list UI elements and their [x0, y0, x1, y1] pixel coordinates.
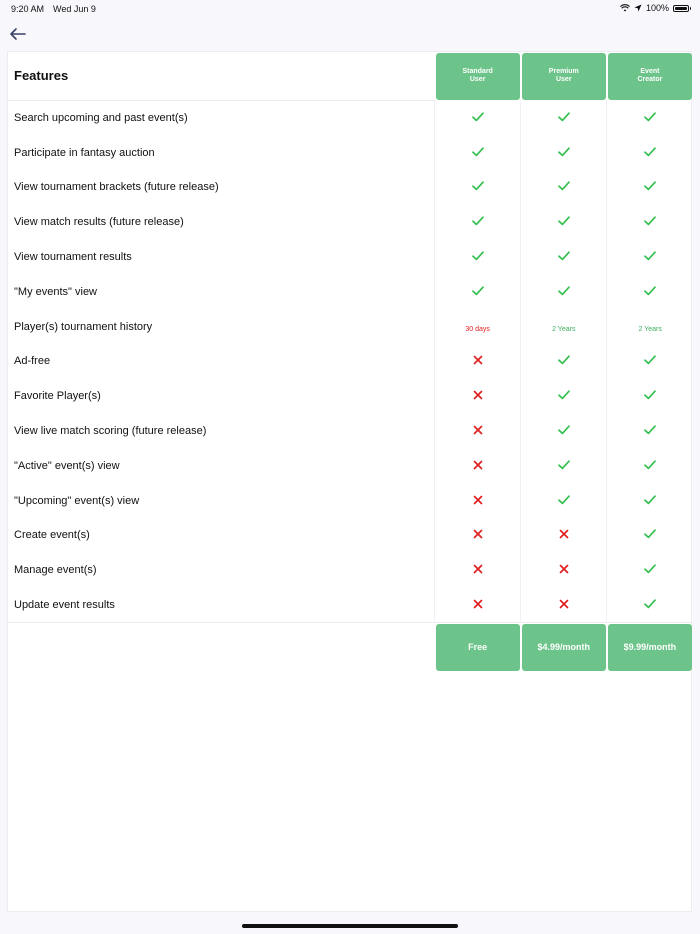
checkmark-icon [435, 170, 521, 205]
checkmark-icon [521, 240, 607, 275]
checkmark-icon [607, 240, 693, 275]
price-cell-standard [435, 623, 521, 672]
checkmark-icon [607, 379, 693, 414]
cross-icon [521, 588, 607, 623]
plan-name-line1: Standard [462, 67, 493, 75]
history-duration-text: 2 Years [552, 325, 576, 333]
checkmark-icon [521, 100, 607, 135]
location-arrow-icon [634, 4, 642, 12]
history-duration [435, 309, 521, 344]
feature-label: Search upcoming and past event(s) [14, 111, 188, 124]
price-button-free[interactable]: Free [436, 624, 520, 671]
features-body [8, 100, 693, 623]
table-row [8, 518, 693, 553]
checkmark-icon [521, 448, 607, 483]
plan-name-line1: Event [640, 67, 660, 75]
checkmark-icon [607, 553, 693, 588]
cross-icon [435, 483, 521, 518]
cross-icon [521, 518, 607, 553]
checkmark-icon [607, 100, 693, 135]
checkmark-icon [607, 483, 693, 518]
plan-header-premium [521, 52, 607, 100]
table-row [8, 448, 693, 483]
table-row [8, 170, 693, 205]
checkmark-icon [607, 518, 693, 553]
table-row [8, 414, 693, 449]
feature-label: Player(s) tournament history [14, 320, 153, 333]
feature-label: "Upcoming" event(s) view [14, 494, 140, 507]
checkmark-icon [521, 274, 607, 309]
checkmark-icon [521, 170, 607, 205]
checkmark-icon [435, 135, 521, 170]
table-header-row [8, 52, 693, 100]
price-button-event-creator[interactable]: $9.99/month [608, 624, 692, 671]
table-row [8, 135, 693, 170]
price-cell-premium [521, 623, 607, 672]
feature-label: "Active" event(s) view [14, 459, 120, 472]
price-cell-event-creator [607, 623, 693, 672]
checkmark-icon [607, 205, 693, 240]
price-row [8, 623, 693, 672]
feature-label: Create event(s) [14, 529, 90, 542]
arrow-left-icon [8, 24, 28, 44]
history-duration [607, 309, 693, 344]
checkmark-icon [607, 274, 693, 309]
status-time: 9:20 AM [11, 4, 45, 14]
battery-percent: 100% [645, 3, 669, 13]
table-row [8, 309, 693, 344]
feature-label: Ad-free [14, 355, 51, 368]
plan-header-event-creator [607, 52, 693, 100]
table-row [8, 553, 693, 588]
feature-label: View match results (future release) [14, 216, 184, 229]
checkmark-icon [521, 379, 607, 414]
battery-icon [673, 5, 689, 12]
price-row-spacer [8, 623, 435, 672]
features-heading: Features [8, 52, 435, 100]
cross-icon [435, 588, 521, 623]
table-row [8, 344, 693, 379]
cross-icon [435, 518, 521, 553]
checkmark-icon [435, 240, 521, 275]
checkmark-icon [521, 205, 607, 240]
history-duration-text: 2 Years [638, 325, 662, 333]
feature-label: Manage event(s) [14, 564, 97, 577]
checkmark-icon [521, 135, 607, 170]
checkmark-icon [607, 414, 693, 449]
table-row [8, 205, 693, 240]
feature-label: Favorite Player(s) [14, 390, 101, 403]
checkmark-icon [607, 170, 693, 205]
cross-icon [521, 553, 607, 588]
cross-icon [435, 448, 521, 483]
back-button[interactable] [8, 24, 28, 44]
checkmark-icon [435, 100, 521, 135]
feature-label: View live match scoring (future release) [14, 425, 207, 438]
table-row [8, 240, 693, 275]
status-bar [0, 0, 700, 18]
checkmark-icon [435, 274, 521, 309]
features-card [7, 51, 692, 912]
table-row [8, 483, 693, 518]
checkmark-icon [435, 205, 521, 240]
table-row [8, 100, 693, 135]
features-table [8, 52, 693, 671]
table-row [8, 588, 693, 623]
checkmark-icon [607, 135, 693, 170]
status-icons [620, 3, 689, 13]
plan-name-line2: Creator [637, 76, 663, 83]
checkmark-icon [521, 344, 607, 379]
feature-label: View tournament results [14, 251, 132, 264]
table-row [8, 274, 693, 309]
history-duration [521, 309, 607, 344]
feature-label: Participate in fantasy auction [14, 146, 155, 159]
price-button-premium[interactable]: $4.99/month [522, 624, 606, 671]
plan-name-line1: Premium [548, 67, 579, 75]
plan-name-line2: User [469, 76, 486, 83]
status-date: Wed Jun 9 [53, 4, 96, 14]
plan-name-line2: User [555, 76, 572, 83]
cross-icon [435, 414, 521, 449]
cross-icon [435, 379, 521, 414]
feature-label: "My events" view [14, 285, 97, 298]
feature-label: Update event results [8, 588, 435, 623]
cross-icon [435, 553, 521, 588]
checkmark-icon [607, 448, 693, 483]
checkmark-icon [521, 414, 607, 449]
checkmark-icon [521, 483, 607, 518]
checkmark-icon [607, 588, 693, 623]
checkmark-icon [607, 344, 693, 379]
table-row [8, 379, 693, 414]
cross-icon [435, 344, 521, 379]
home-indicator [242, 924, 458, 928]
history-duration-text: 30 days [465, 325, 490, 333]
plan-header-standard [435, 52, 521, 100]
feature-label: View tournament brackets (future release) [14, 181, 219, 194]
wifi-icon [620, 4, 630, 12]
